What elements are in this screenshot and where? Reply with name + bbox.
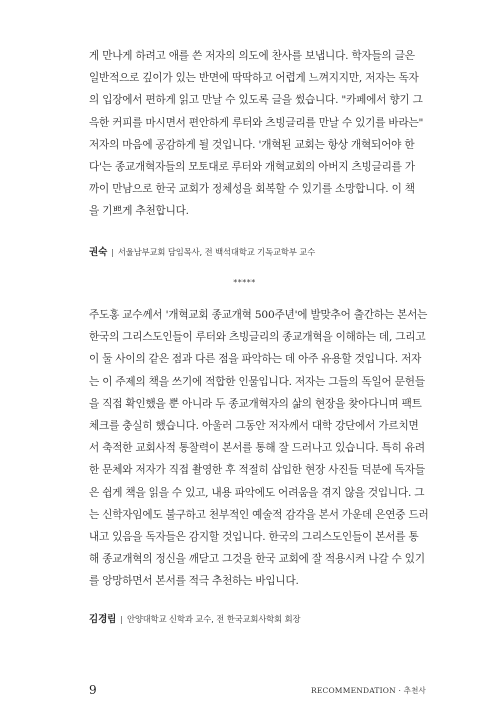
text-line: 까이 만남으로 한국 교회가 정체성을 회복할 수 있기를 소망합니다. 이 책 bbox=[89, 183, 415, 196]
author-byline-2 bbox=[89, 611, 300, 625]
text-line: 윽한 커피를 마시면서 편안하게 루터와 츠빙글리를 만날 수 있기를 바라는" bbox=[89, 116, 424, 129]
author-byline-1 bbox=[89, 244, 315, 258]
text-line: 한 문체와 저자가 직접 촬영한 후 적절히 삽입한 현장 사진들 덕분에 독자들 bbox=[89, 464, 425, 477]
running-head: RECOMMENDATION · 추천사 bbox=[311, 686, 426, 695]
text-line: 한국의 그리스도인들이 루터와 츠빙글리의 종교개혁을 이해하는 데, 그리고 bbox=[89, 331, 426, 344]
text-line: 내고 있음을 독자들은 감지할 것입니다. 한국의 그리스도인들이 본서를 통 bbox=[89, 530, 419, 543]
section-divider: ***** bbox=[233, 278, 256, 287]
text-line: 주도홍 교수께서 '개혁교회 종교개혁 500주년'에 발맞추어 출간하는 본서는 bbox=[89, 309, 428, 321]
text-line: 해 종교개혁의 정신을 깨닫고 그것을 한국 교회에 잘 적용시켜 나갈 수 있기 bbox=[89, 553, 425, 566]
text-line: 저자의 마음에 공감하게 될 것입니다. '개혁된 교회는 항상 개혁되어야 한 bbox=[89, 138, 415, 151]
byline-separator: | bbox=[111, 247, 114, 257]
text-line: 다'는 종교개혁자들의 모토대로 루터와 개혁교회의 아버지 츠빙글리를 가 bbox=[89, 160, 415, 173]
text-line: 게 만나게 하려고 애를 쓴 저자의 의도에 찬사를 보냅니다. 학자들의 글은 bbox=[89, 50, 415, 62]
text-line: 는 이 주제의 책을 쓰기에 적합한 인물입니다. 저자는 그들의 독일어 문헌들 bbox=[89, 375, 425, 388]
text-line: 체크를 충실히 했습니다. 아울러 그동안 저자께서 대학 강단에서 가르치면 bbox=[89, 419, 419, 432]
text-line: 는 신학자임에도 불구하고 천부적인 예술적 감각을 본서 가운데 은연중 드러 bbox=[89, 508, 429, 521]
text-line: 은 쉽게 책을 읽을 수 있고, 내용 파악에도 어려움을 겪지 않을 것입니다. 그 bbox=[89, 486, 425, 499]
text-line: 을 기쁘게 추천합니다. bbox=[89, 205, 189, 218]
text-line: 이 둘 사이의 같은 점과 다른 점을 파악하는 데 아주 유용할 것입니다. 저자 bbox=[89, 353, 422, 366]
page-number: 9 bbox=[89, 683, 97, 697]
author-name: 김경림 bbox=[89, 614, 117, 625]
author-title: 안양대학교 신학과 교수, 전 한국교회사학회 회장 bbox=[126, 614, 301, 624]
byline-separator: | bbox=[120, 614, 123, 624]
author-name: 권숙 bbox=[89, 247, 108, 258]
text-line: 를 앙망하면서 본서를 적극 추천하는 바입니다. bbox=[89, 575, 299, 588]
text-line: 을 직접 확인했을 뿐 아니라 두 종교개혁자의 삶의 현장을 찾아다니며 팩트 bbox=[89, 397, 422, 410]
recommendation-paragraph-1 bbox=[89, 45, 425, 223]
recommendation-paragraph-2 bbox=[89, 304, 429, 592]
text-line: 의 입장에서 편하게 읽고 만날 수 있도록 글을 썼습니다. "카페에서 향기 그 bbox=[89, 94, 423, 107]
author-title: 서울남부교회 담임목사, 전 백석대학교 기독교학부 교수 bbox=[117, 247, 316, 257]
text-line: 일반적으로 깊이가 있는 반면에 딱딱하고 어렵게 느껴지지만, 저자는 독자 bbox=[89, 72, 419, 85]
text-line: 서 축적한 교회사적 통찰력이 본서를 통해 잘 드러나고 있습니다. 특히 유려 bbox=[89, 442, 425, 455]
